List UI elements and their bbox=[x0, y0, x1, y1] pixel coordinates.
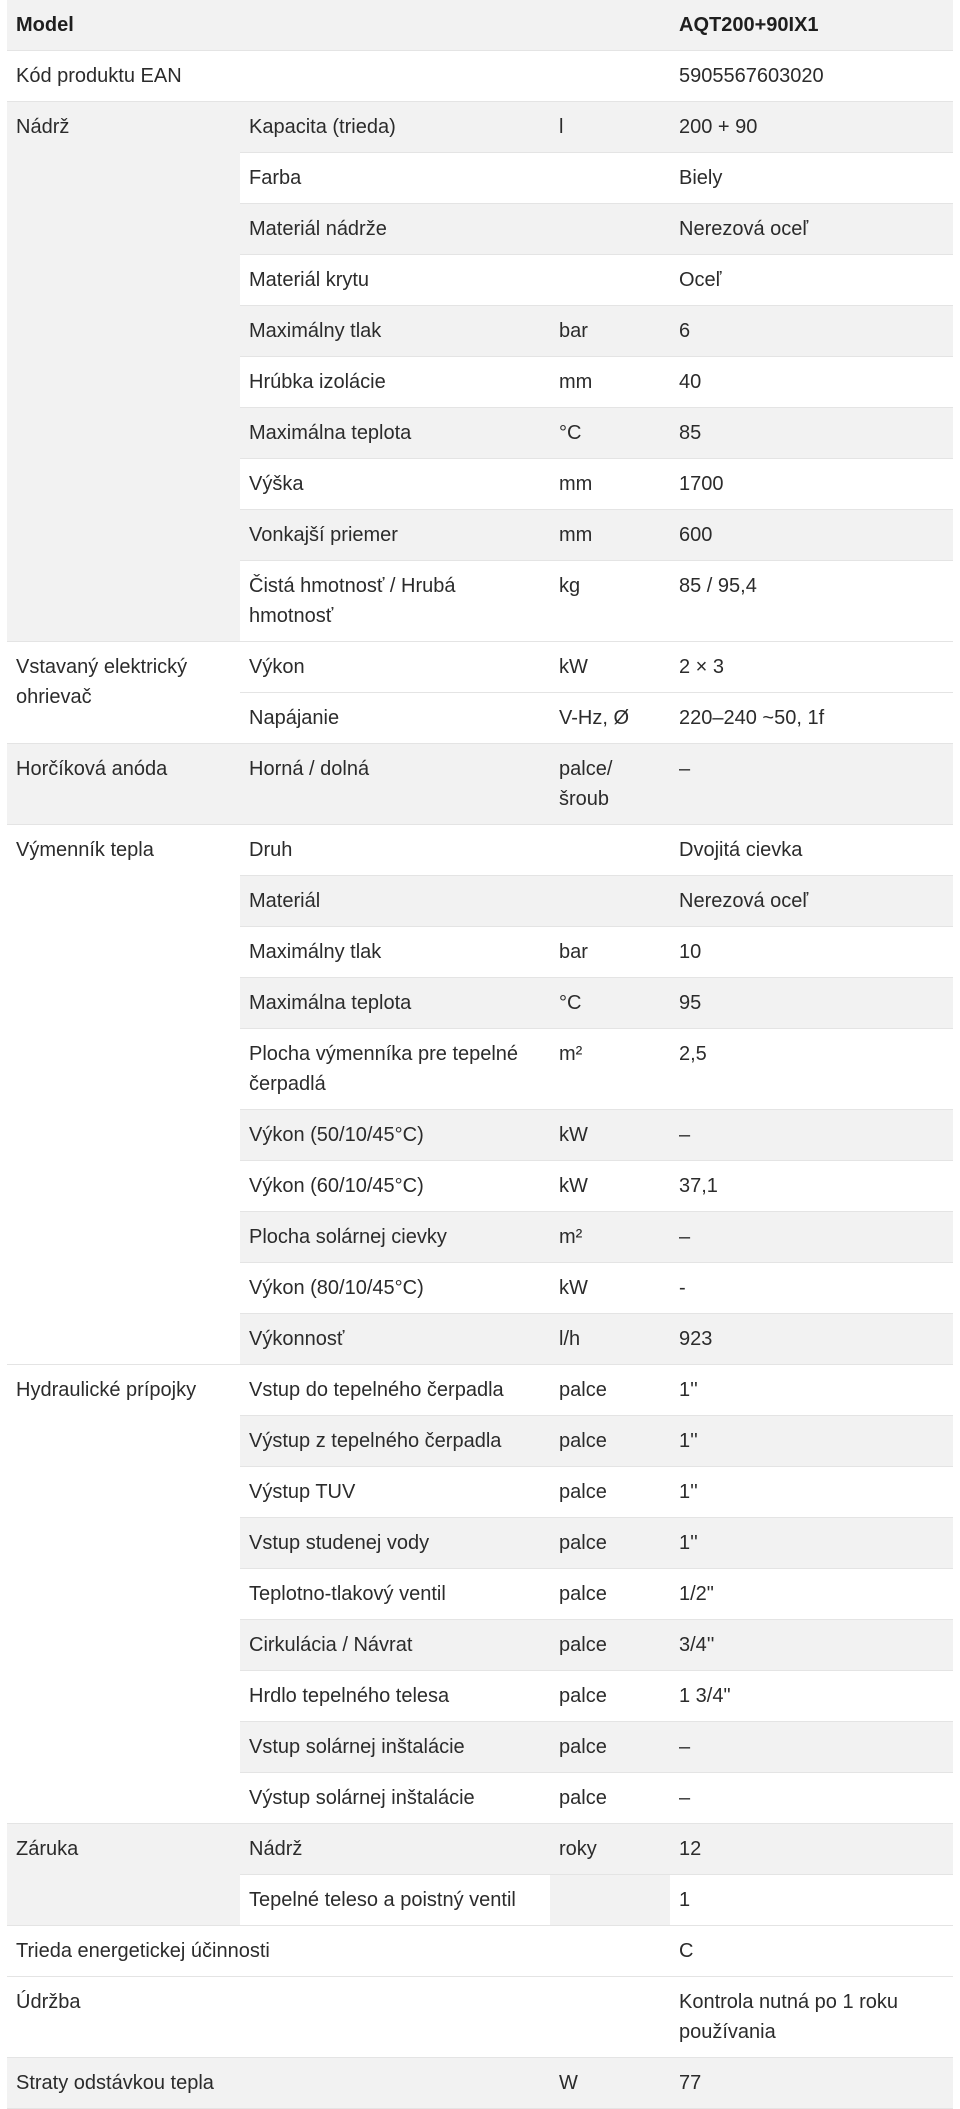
spec-param: Výkonnosť bbox=[240, 1314, 550, 1365]
spec-unit: kW bbox=[550, 1110, 670, 1161]
spec-value: Nerezová oceľ bbox=[670, 204, 953, 255]
spec-value: Nerezová oceľ bbox=[670, 876, 953, 927]
ean-label: Kód produktu EAN bbox=[7, 51, 670, 102]
energy-class-label: Trieda energetickej účinnosti bbox=[7, 1926, 670, 1977]
spec-value: 1'' bbox=[670, 1365, 953, 1416]
spec-value: 600 bbox=[670, 510, 953, 561]
spec-value: 1 bbox=[670, 1875, 953, 1926]
spec-unit: palce/ šroub bbox=[550, 744, 670, 825]
spec-value: 220–240 ~50, 1f bbox=[670, 693, 953, 744]
spec-param: Maximálna teplota bbox=[240, 978, 550, 1029]
spec-value: – bbox=[670, 1212, 953, 1263]
spec-param: Výška bbox=[240, 459, 550, 510]
spec-unit: V-Hz, Ø bbox=[550, 693, 670, 744]
spec-unit: palce bbox=[550, 1671, 670, 1722]
spec-param: Hrúbka izolácie bbox=[240, 357, 550, 408]
spec-unit: palce bbox=[550, 1773, 670, 1824]
spec-unit bbox=[550, 204, 670, 255]
spec-value: – bbox=[670, 1773, 953, 1824]
spec-unit: palce bbox=[550, 1620, 670, 1671]
spec-param: Vonkajší priemer bbox=[240, 510, 550, 561]
ean-value: 5905567603020 bbox=[670, 51, 953, 102]
spec-unit: bar bbox=[550, 306, 670, 357]
spec-param: Plocha výmenníka pre tepelné čerpadlá bbox=[240, 1029, 550, 1110]
energy-class-value: C bbox=[670, 1926, 953, 1977]
spec-unit: roky bbox=[550, 1824, 670, 1875]
spec-unit: palce bbox=[550, 1722, 670, 1773]
spec-unit bbox=[550, 876, 670, 927]
spec-unit: mm bbox=[550, 357, 670, 408]
spec-param: Cirkulácia / Návrat bbox=[240, 1620, 550, 1671]
spec-param: Materiál nádrže bbox=[240, 204, 550, 255]
spec-value: – bbox=[670, 1110, 953, 1161]
spec-param: Materiál krytu bbox=[240, 255, 550, 306]
spec-param: Farba bbox=[240, 153, 550, 204]
spec-value: 10 bbox=[670, 927, 953, 978]
spec-param: Čistá hmotnosť / Hrubá hmotnosť bbox=[240, 561, 550, 642]
spec-param: Maximálna teplota bbox=[240, 408, 550, 459]
group-label-exchanger: Výmenník tepla bbox=[7, 825, 240, 1365]
spec-param: Výstup solárnej inštalácie bbox=[240, 1773, 550, 1824]
spec-param: Vstup studenej vody bbox=[240, 1518, 550, 1569]
standby-loss-unit: W bbox=[550, 2058, 670, 2109]
spec-value: 1'' bbox=[670, 1416, 953, 1467]
group-label-anode: Horčíková anóda bbox=[7, 744, 240, 825]
spec-unit: palce bbox=[550, 1569, 670, 1620]
spec-param: Materiál bbox=[240, 876, 550, 927]
group-label-heater: Vstavaný elektrický ohrievač bbox=[7, 642, 240, 744]
header-model-label: Model bbox=[7, 0, 670, 51]
standby-loss-label: Straty odstávkou tepla bbox=[7, 2058, 550, 2109]
spec-param: Výstup z tepelného čerpadla bbox=[240, 1416, 550, 1467]
spec-value: 1/2" bbox=[670, 1569, 953, 1620]
spec-param: Druh bbox=[240, 825, 550, 876]
spec-unit: mm bbox=[550, 459, 670, 510]
spec-param: Horná / dolná bbox=[240, 744, 550, 825]
spec-value: 12 bbox=[670, 1824, 953, 1875]
spec-param: Plocha solárnej cievky bbox=[240, 1212, 550, 1263]
spec-unit: kW bbox=[550, 1161, 670, 1212]
spec-value: 200 + 90 bbox=[670, 102, 953, 153]
spec-value: 1'' bbox=[670, 1467, 953, 1518]
spec-unit: palce bbox=[550, 1365, 670, 1416]
spec-param: Výkon bbox=[240, 642, 550, 693]
spec-param: Tepelné teleso a poistný ventil bbox=[240, 1875, 550, 1926]
spec-param: Výkon (60/10/45°C) bbox=[240, 1161, 550, 1212]
standby-loss-value: 77 bbox=[670, 2058, 953, 2109]
spec-unit: m² bbox=[550, 1212, 670, 1263]
spec-param: Výkon (80/10/45°C) bbox=[240, 1263, 550, 1314]
spec-value: - bbox=[670, 1263, 953, 1314]
spec-value: Dvojitá cievka bbox=[670, 825, 953, 876]
spec-value: 1'' bbox=[670, 1518, 953, 1569]
spec-unit: °C bbox=[550, 408, 670, 459]
group-label-hydraulic: Hydraulické prípojky bbox=[7, 1365, 240, 1824]
spec-value: 85 / 95,4 bbox=[670, 561, 953, 642]
header-model-value: AQT200+90IX1 bbox=[670, 0, 953, 51]
spec-unit: palce bbox=[550, 1467, 670, 1518]
spec-value: 37,1 bbox=[670, 1161, 953, 1212]
spec-param: Hrdlo tepelného telesa bbox=[240, 1671, 550, 1722]
maintenance-label: Údržba bbox=[7, 1977, 670, 2058]
spec-param: Nádrž bbox=[240, 1824, 550, 1875]
spec-param: Maximálny tlak bbox=[240, 927, 550, 978]
spec-unit: kW bbox=[550, 642, 670, 693]
spec-value: 6 bbox=[670, 306, 953, 357]
spec-param: Vstup solárnej inštalácie bbox=[240, 1722, 550, 1773]
spec-unit bbox=[550, 1875, 670, 1926]
spec-unit: m² bbox=[550, 1029, 670, 1110]
spec-value: 1700 bbox=[670, 459, 953, 510]
spec-value: 2,5 bbox=[670, 1029, 953, 1110]
group-label-warranty: Záruka bbox=[7, 1824, 240, 1926]
spec-value: Biely bbox=[670, 153, 953, 204]
spec-unit: kg bbox=[550, 561, 670, 642]
spec-param: Teplotno-tlakový ventil bbox=[240, 1569, 550, 1620]
spec-param: Výkon (50/10/45°C) bbox=[240, 1110, 550, 1161]
spec-unit: °C bbox=[550, 978, 670, 1029]
spec-unit: l bbox=[550, 102, 670, 153]
spec-unit bbox=[550, 825, 670, 876]
spec-unit: l/h bbox=[550, 1314, 670, 1365]
spec-value: – bbox=[670, 1722, 953, 1773]
spec-value: – bbox=[670, 744, 953, 825]
spec-unit: palce bbox=[550, 1518, 670, 1569]
group-label-tank: Nádrž bbox=[7, 102, 240, 642]
spec-param: Kapacita (trieda) bbox=[240, 102, 550, 153]
spec-unit: kW bbox=[550, 1263, 670, 1314]
maintenance-value: Kontrola nutná po 1 roku používania bbox=[670, 1977, 953, 2058]
spec-value: 95 bbox=[670, 978, 953, 1029]
spec-value: Oceľ bbox=[670, 255, 953, 306]
spec-unit: palce bbox=[550, 1416, 670, 1467]
spec-value: 85 bbox=[670, 408, 953, 459]
spec-param: Maximálny tlak bbox=[240, 306, 550, 357]
spec-value: 923 bbox=[670, 1314, 953, 1365]
spec-param: Napájanie bbox=[240, 693, 550, 744]
spec-param: Vstup do tepelného čerpadla bbox=[240, 1365, 550, 1416]
spec-unit bbox=[550, 153, 670, 204]
spec-param: Výstup TUV bbox=[240, 1467, 550, 1518]
spec-unit: bar bbox=[550, 927, 670, 978]
spec-unit bbox=[550, 255, 670, 306]
spec-value: 3/4'' bbox=[670, 1620, 953, 1671]
spec-value: 40 bbox=[670, 357, 953, 408]
spec-unit: mm bbox=[550, 510, 670, 561]
spec-value: 1 3/4" bbox=[670, 1671, 953, 1722]
spec-value: 2 × 3 bbox=[670, 642, 953, 693]
